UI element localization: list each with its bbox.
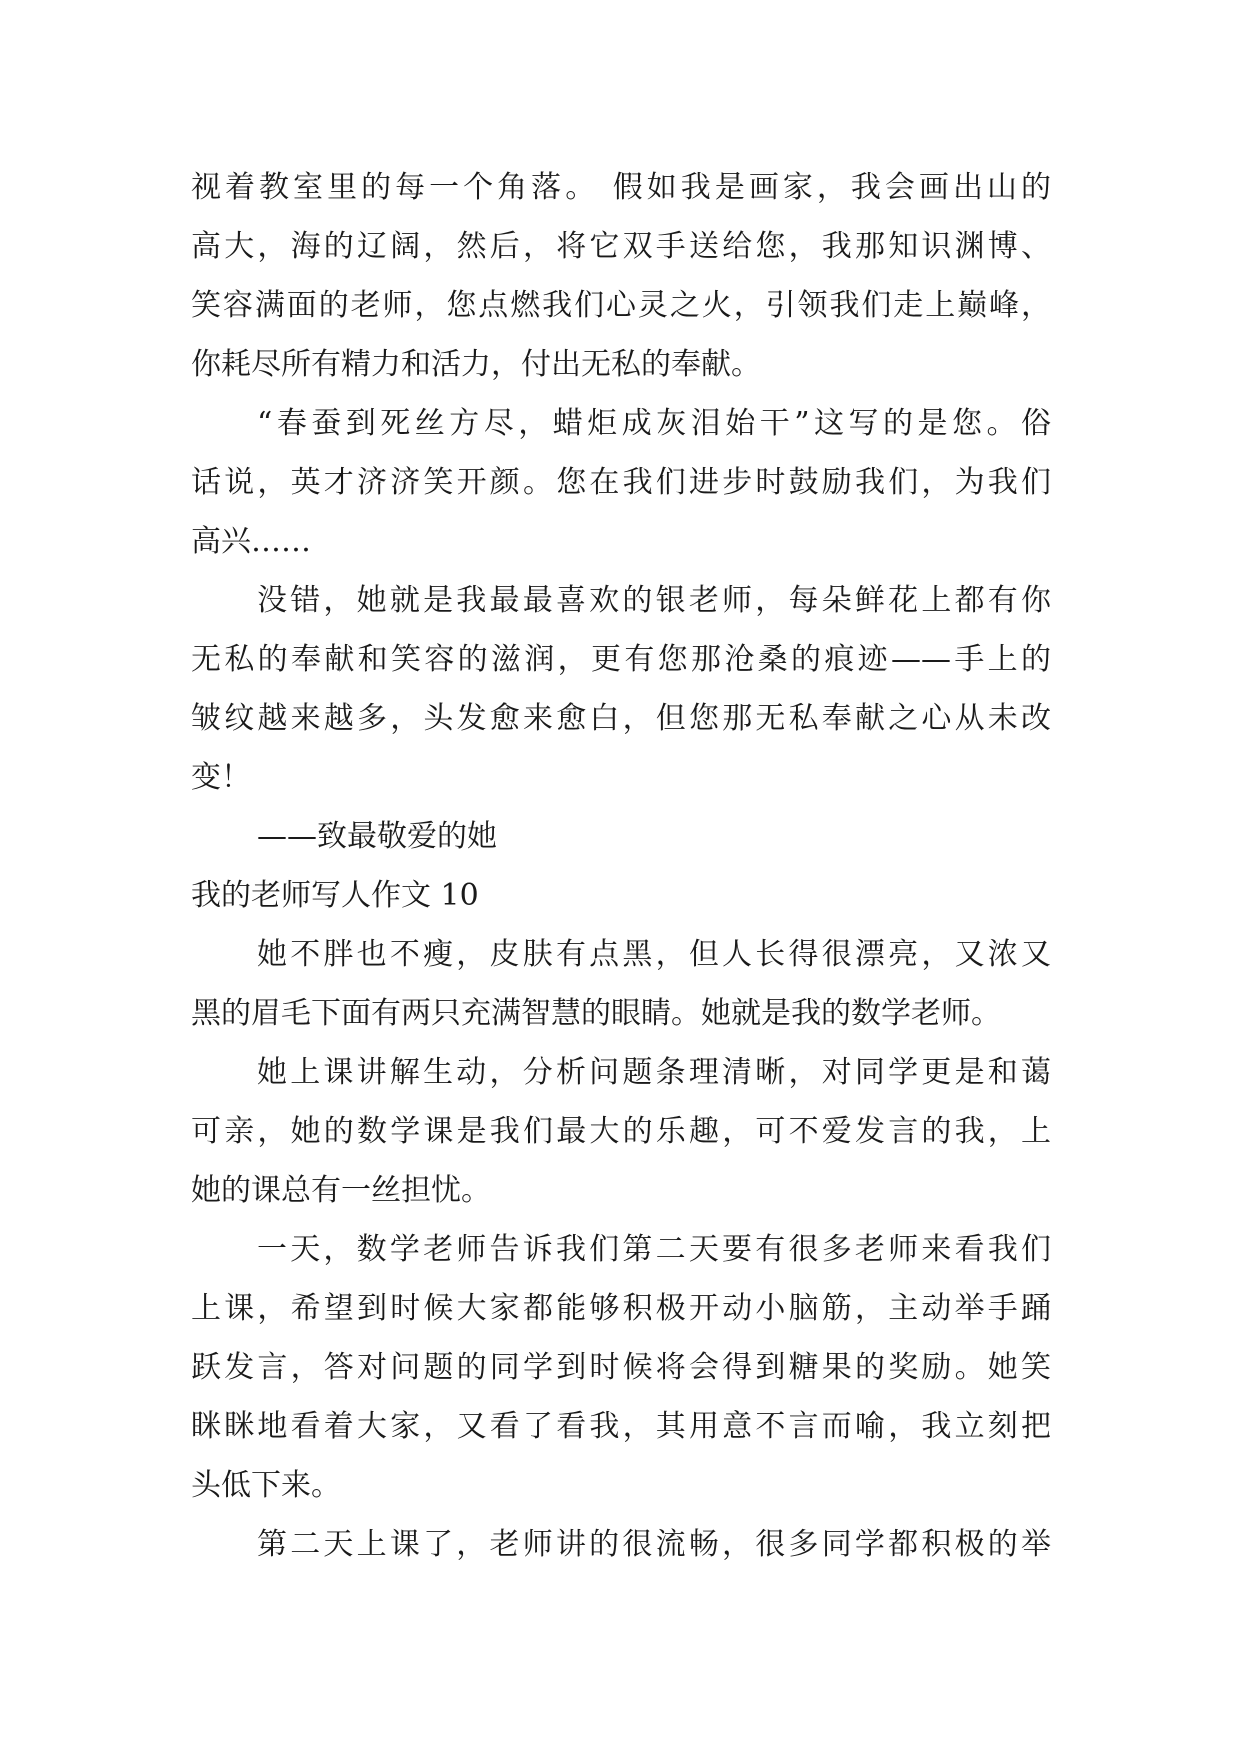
text-line: “春蚕到死丝方尽，蜡炬成灰泪始干”这写的是您。俗	[257, 406, 1051, 441]
text-line: 无私的奉献和笑容的滋润，更有您那沧桑的痕迹——手上的	[191, 642, 1051, 677]
text-line: 上课，希望到时候大家都能够积极开动小脑筋，主动举手踊	[191, 1291, 1051, 1326]
text-line: 视着教室里的每一个角落。 假如我是画家，我会画出山的	[191, 170, 1051, 205]
text-line: 笑容满面的老师，您点燃我们心灵之火，引领我们走上巅峰，	[191, 288, 1051, 323]
text-line: 她的课总有一丝担忧。	[191, 1173, 491, 1208]
text-line: 没错，她就是我最最喜欢的银老师，每朵鲜花上都有你	[257, 583, 1051, 618]
text-line: 头低下来。	[191, 1468, 341, 1503]
text-line: 眯眯地看着大家，又看了看我，其用意不言而喻，我立刻把	[191, 1409, 1051, 1444]
text-line: 跃发言，答对问题的同学到时候将会得到糖果的奖励。她笑	[191, 1350, 1051, 1385]
text-line: 你耗尽所有精力和活力，付出无私的奉献。	[191, 347, 761, 382]
text-line: 变！	[191, 760, 251, 795]
text-line: 黑的眉毛下面有两只充满智慧的眼睛。她就是我的数学老师。	[191, 996, 1001, 1031]
document-body	[191, 158, 1051, 1574]
text-line: 话说，英才济济笑开颜。您在我们进步时鼓励我们，为我们	[191, 465, 1051, 500]
text-line: 一天，数学老师告诉我们第二天要有很多老师来看我们	[257, 1232, 1051, 1267]
text-line: 高大，海的辽阔，然后，将它双手送给您，我那知识渊博、	[191, 229, 1051, 264]
text-line: 可亲，她的数学课是我们最大的乐趣，可不爱发言的我，上	[191, 1114, 1051, 1149]
text-line: 她不胖也不瘦，皮肤有点黑，但人长得很漂亮，又浓又	[257, 937, 1051, 972]
text-line: 高兴……	[191, 524, 311, 559]
section-heading: 我的老师写人作文 10	[191, 878, 479, 913]
signature-line: ——致最敬爱的她	[257, 819, 497, 854]
text-line: 她上课讲解生动，分析问题条理清晰，对同学更是和蔼	[257, 1055, 1051, 1090]
text-line: 第二天上课了，老师讲的很流畅，很多同学都积极的举	[257, 1527, 1051, 1562]
text-line: 皱纹越来越多，头发愈来愈白，但您那无私奉献之心从未改	[191, 701, 1051, 736]
